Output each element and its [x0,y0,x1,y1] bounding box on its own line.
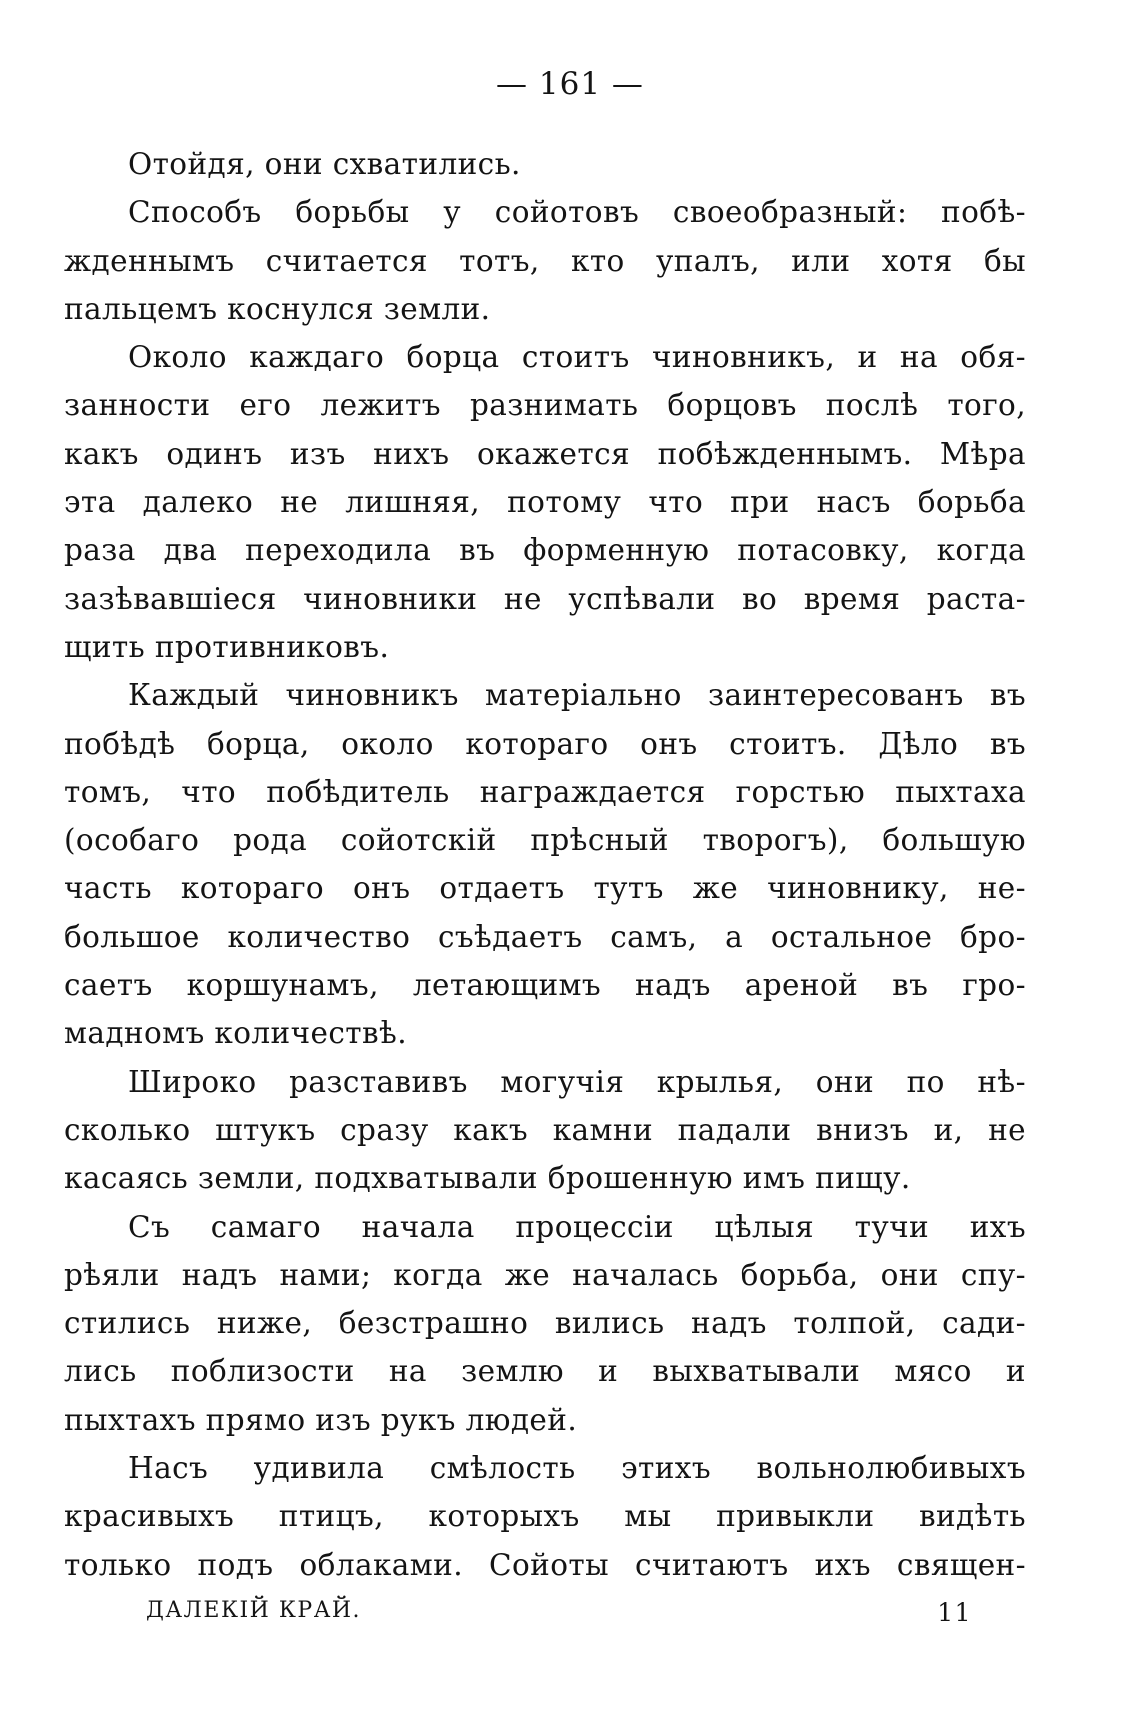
text-line: томъ, что побѣдитель награждается горстью пыхтаха [64,774,1026,809]
text-line: занности его лежитъ разнимать борцовъ послѣ того, [64,388,1026,423]
text-line: побѣдѣ борца, около котораго онъ стоитъ. Дѣло въ [64,726,1026,761]
text-line: саетъ коршунамъ, летающимъ надъ ареной въ гро- [64,968,1026,1003]
text-line: какъ одинъ изъ нихъ окажется побѣжденнымъ. Мѣра [64,436,1026,471]
book-title-footer: ДАЛЕКIЙ КРАЙ. [146,1598,362,1623]
text-line: мадномъ количествѣ. [64,1016,407,1051]
text-line: красивыхъ птицъ, которыхъ мы привыкли видѣть [64,1499,1026,1534]
signature-mark: 11 [937,1598,972,1627]
text-line: Отойдя, они схватились. [128,147,521,181]
text-line: часть котораго онъ отдаетъ тутъ же чиновнику, не- [64,871,1026,906]
text-line: (особаго рода сойотскiй прѣсный творогъ), большую [64,823,1026,858]
text-line: Способъ борьбы у сойотовъ своеобразный: побѣ- [128,195,1026,230]
text-line: Широко разставивъ могучiя крылья, они по нѣ- [128,1064,1026,1099]
text-line: лись поблизости на землю и выхватывали мясо и [64,1354,1026,1389]
text-line: Насъ удивила смѣлость этихъ вольнолюбивыхъ [128,1451,1026,1486]
text-line: касаясь земли, подхватывали брошенную имъ пищу. [64,1161,911,1196]
text-line: стились ниже, безстрашно вились надъ толпой, сади- [64,1306,1026,1341]
page-number: — 161 — [496,66,644,102]
text-line: эта далеко не лишняя, потому что при насъ борьба [64,485,1026,520]
text-line: пыхтахъ прямо изъ рукъ людей. [64,1402,578,1437]
body-text [64,140,1026,1589]
text-line: жденнымъ считается тотъ, кто упалъ, или хотя бы [64,243,1026,278]
text-line: пальцемъ коснулся земли. [64,291,491,326]
text-line: Каждый чиновникъ матерiально заинтересованъ въ [128,678,1026,713]
text-line: большое количество съѣдаетъ самъ, а остальное бро- [64,919,1026,954]
text-line: щить противниковъ. [64,629,390,664]
text-line: сколько штукъ сразу какъ камни падали внизъ и, не [64,1112,1026,1147]
text-line: Съ самаго начала процессiи цѣлыя тучи ихъ [128,1209,1026,1244]
text-line: Около каждаго борца стоитъ чиновникъ, и на обя- [128,340,1026,375]
text-line: раза два переходила въ форменную потасовку, когда [64,533,1026,568]
page-footer [146,1598,972,1638]
text-line: зазѣвавшiеся чиновники не успѣвали во время раста- [64,581,1026,616]
text-line: рѣяли надъ нами; когда же началась борьба, они спу- [64,1257,1026,1292]
text-line: только подъ облаками. Сойоты считаютъ ихъ священ- [64,1547,1026,1582]
